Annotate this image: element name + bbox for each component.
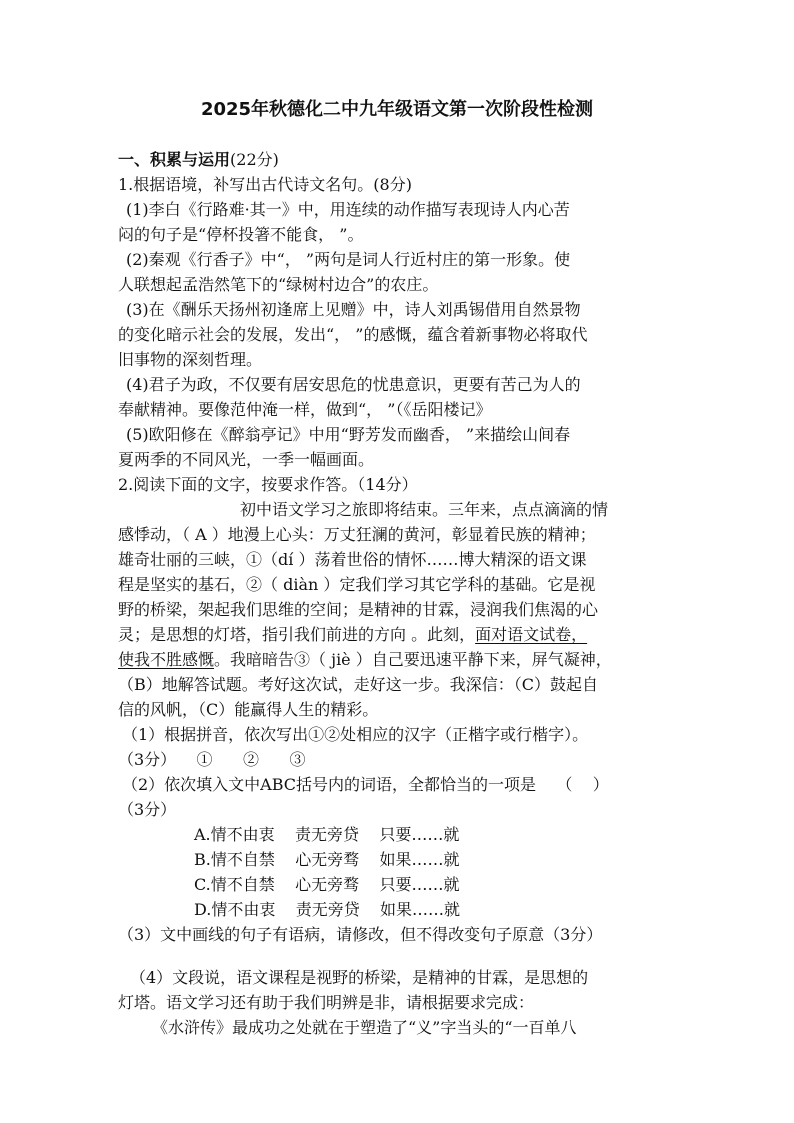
passage-line-5: 野的桥梁，架起我们思维的空间；是精神的甘霖，浸润我们焦渴的心	[118, 600, 599, 619]
passage-line-9: 信的风帆，（C）能赢得人生的精彩。	[118, 700, 379, 719]
sub-question-1-line-2: （3分） ① ② ③	[118, 750, 306, 769]
sub-question-4-line-1: （4）文段说，语文课程是视野的桥梁，是精神的甘霖，是思想的	[130, 968, 589, 987]
sub-question-1-line-1: （1）根据拼音，依次写出①②处相应的汉字（正楷字或行楷字）。	[122, 725, 589, 744]
option-c: C.情不自禁 心无旁骛 只要……就	[194, 875, 460, 894]
passage-line-6-text: 灵；是思想的灯塔，指引我们前进的方向 。此刻，	[118, 625, 476, 644]
passage-line-3: 雄奇壮丽的三峡，①（dí ）荡着世俗的情怀……博大精深的语文课	[118, 550, 587, 569]
passage-line-1: 初中语文学习之旅即将结束。三年来，点点滴滴的情	[240, 500, 609, 519]
q1-item-1-line-1: (1)李白《行路难·其一》中，用连续的动作描写表现诗人内心苦	[126, 200, 570, 219]
q1-item-1-line-2: 闷的句子是“停杯投箸不能食， ”。	[118, 225, 364, 244]
question-2-stem: 2.阅读下面的文字，按要求作答。（14分）	[118, 475, 418, 494]
q1-item-2-line-1: (2)秦观《行香子》中“， ”两句是词人行近村庄的第一形象。使	[126, 250, 571, 269]
option-d: D.情不由衷 责无旁贷 如果……就	[194, 900, 461, 919]
passage-line-2: 感悸动，（ A ）地漫上心头：万丈狂澜的黄河，彰显着民族的精神；	[118, 525, 596, 544]
q1-item-5-line-2: 夏两季的不同风光，一季一幅画面。	[118, 450, 375, 469]
q1-item-2-line-2: 人联想起孟浩然笔下的“绿树村边合”的农庄。	[118, 275, 439, 294]
sub-question-2-line-2: （3分）	[118, 800, 177, 819]
passage-line-8: （B）地解答试题。考好这次试，走好这一步。我深信：（C）鼓起自	[118, 675, 599, 694]
underlined-sentence-part-2: 使我不胜感慨	[118, 650, 215, 669]
section-heading	[118, 148, 279, 172]
option-b: B.情不自禁 心无旁骛 如果……就	[194, 850, 460, 869]
underlined-sentence-part-1: 面对语文试卷，	[475, 625, 588, 644]
passage-line-6	[118, 623, 587, 647]
passage-line-7	[118, 648, 612, 672]
passage-line-4: 程是坚实的基石，②（ diàn ）定我们学习其它学科的基础。它是视	[118, 575, 596, 594]
question-1-stem: 1.根据语境，补写出古代诗文名句。(8分)	[118, 175, 412, 194]
sub-question-3: （3）文中画线的句子有语病，请修改，但不得改变句子原意（3分）	[118, 925, 603, 944]
q1-item-5-line-1: (5)欧阳修在《醉翁亭记》中用“野芳发而幽香， ”来描绘山间春	[126, 425, 571, 444]
q1-item-3-line-1: (3)在《酬乐天扬州初逢席上见赠》中，诗人刘禹锡借用自然景物	[126, 300, 581, 319]
sub-question-4-line-2: 灯塔。语文学习还有助于我们明辨是非，请根据要求完成：	[118, 993, 535, 1012]
passage-line-7-text: 。我暗暗告③（ jiè ）自己要迅速平静下来，屏气凝神，	[214, 650, 612, 669]
option-a: A.情不由衷 责无旁贷 只要……就	[194, 825, 460, 844]
q1-item-4-line-1: (4)君子为政，不仅要有居安思危的忧患意识，更要有苦己为人的	[126, 375, 581, 394]
section-title: 一、积累与运用	[118, 150, 231, 169]
q1-item-3-line-3: 旧事物的深刻哲理。	[118, 350, 263, 369]
sub-question-2-line-1: （2）依次填入文中ABC括号内的词语，全都恰当的一项是 （ ）	[122, 775, 609, 794]
page-title: 2025年秋德化二中九年级语文第一次阶段性检测	[200, 99, 594, 120]
sub-question-4-line-3: 《水浒传》最成功之处就在于塑造了“义”字当头的“一百单八	[152, 1018, 577, 1037]
q1-item-4-line-2: 奉献精神。要像范仲淹一样，做到“， ”（《岳阳楼记》	[118, 400, 492, 419]
q1-item-3-line-2: 的变化暗示社会的发展，发出“， ”的感慨，蕴含着新事物必将取代	[118, 325, 588, 344]
section-points: (22分)	[230, 150, 279, 169]
